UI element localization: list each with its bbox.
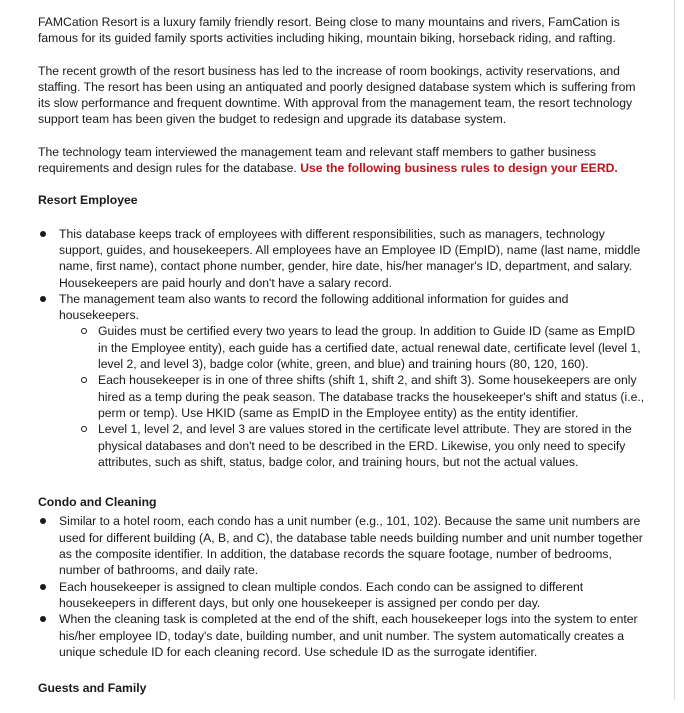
section-heading-condo-cleaning: Condo and Cleaning [38,495,157,510]
list-item [38,291,648,470]
section-heading-resort-employee: Resort Employee [38,193,138,208]
resort-employee-list [38,226,648,470]
list-item-text: The management team also wants to record the following additional information for guides and housekeepers. [59,291,569,323]
sub-list [81,323,648,470]
sub-list-item: Level 1, level 2, and level 3 are values stored in the certificate level attribute. They are stored in the physical databases and don't need to be described in the ERD. Likewise, you only need to specify attributes, such as shift, status, badge color, and training hours, but not the actual values. [81,421,648,470]
intro-paragraph-3-text: The technology team interviewed the management team and relevant staff members to gather business requirements and design rules for the database. [38,144,597,176]
list-item [38,226,648,291]
intro-paragraph-3 [38,144,648,177]
spacer [38,660,648,680]
intro-paragraph-1: FAMCation Resort is a luxury family friendly resort. Being close to many mountains and rivers, FamCation is famous for its guided family sports activities including hiking, mountain biking, horseback riding, and rafting. [38,15,620,46]
section-heading-guests-family: Guests and Family [38,681,147,696]
list-item: Each housekeeper is assigned to clean multiple condos. Each condo can be assigned to different housekeepers in different days, but only one housekeeper is assigned per condo per day. [38,579,648,612]
list-item: When the cleaning task is completed at the end of the shift, each housekeeper logs into the system to enter his/her employee ID, today's date, building number, and unit number. The system automatically creates a unique schedule ID for each cleaning record. Use schedule ID as the surrogate identifier. [38,611,648,660]
design-instruction: Use the following business rules to design your EERD. [300,161,618,176]
condo-cleaning-list [38,513,648,660]
sub-list-item: Each housekeeper is in one of three shifts (shift 1, shift 2, and shift 3). Some housekeepers are only hired as a temp during the peak season. The database tracks the housekeeper's shift and status (i.e., perm or temp). Use HKID (same as EmpID in the Employee entity) as the entity identifier. [81,372,648,421]
page-edge-divider [674,0,675,700]
spacer [38,470,648,494]
intro-paragraph-2: The recent growth of the resort business has led to the increase of room bookings, activity reservations, and staffing. The resort has been using an antiquated and poorly designed database system which is suffering from its slow performance and frequent downtime. With approval from the management team, the resort technology support team has been given the budget to redesign and upgrade its database system. [38,63,636,127]
list-item: Similar to a hotel room, each condo has a unit number (e.g., 101, 102). Because the same unit numbers are used for different building (A, B, and C), the database table needs building number and unit number together as the composite identifier. In addition, the database records the square footage, number of bedrooms, number of bathrooms, and daily rate. [38,513,648,578]
sub-list-item: Guides must be certified every two years to lead the group. In addition to Guide ID (same as EmpID in the Employee entity), each guide has a certified date, actual renewal date, certificate level (level 1, level 2, and level 3), badge color (white, green, and blue) and training hours (80, 120, 160). [81,323,648,372]
list-item-text: This database keeps track of employees with different responsibilities, such as managers, technology support, guides, and housekeepers. All employees have an Employee ID (EmpID), name (last name, middle name, first name), contact phone number, gender, hire date, his/her manager's ID, department, and salary. Housekeepers are paid hourly and don't have a salary record. [59,226,641,290]
document-body [38,14,648,713]
